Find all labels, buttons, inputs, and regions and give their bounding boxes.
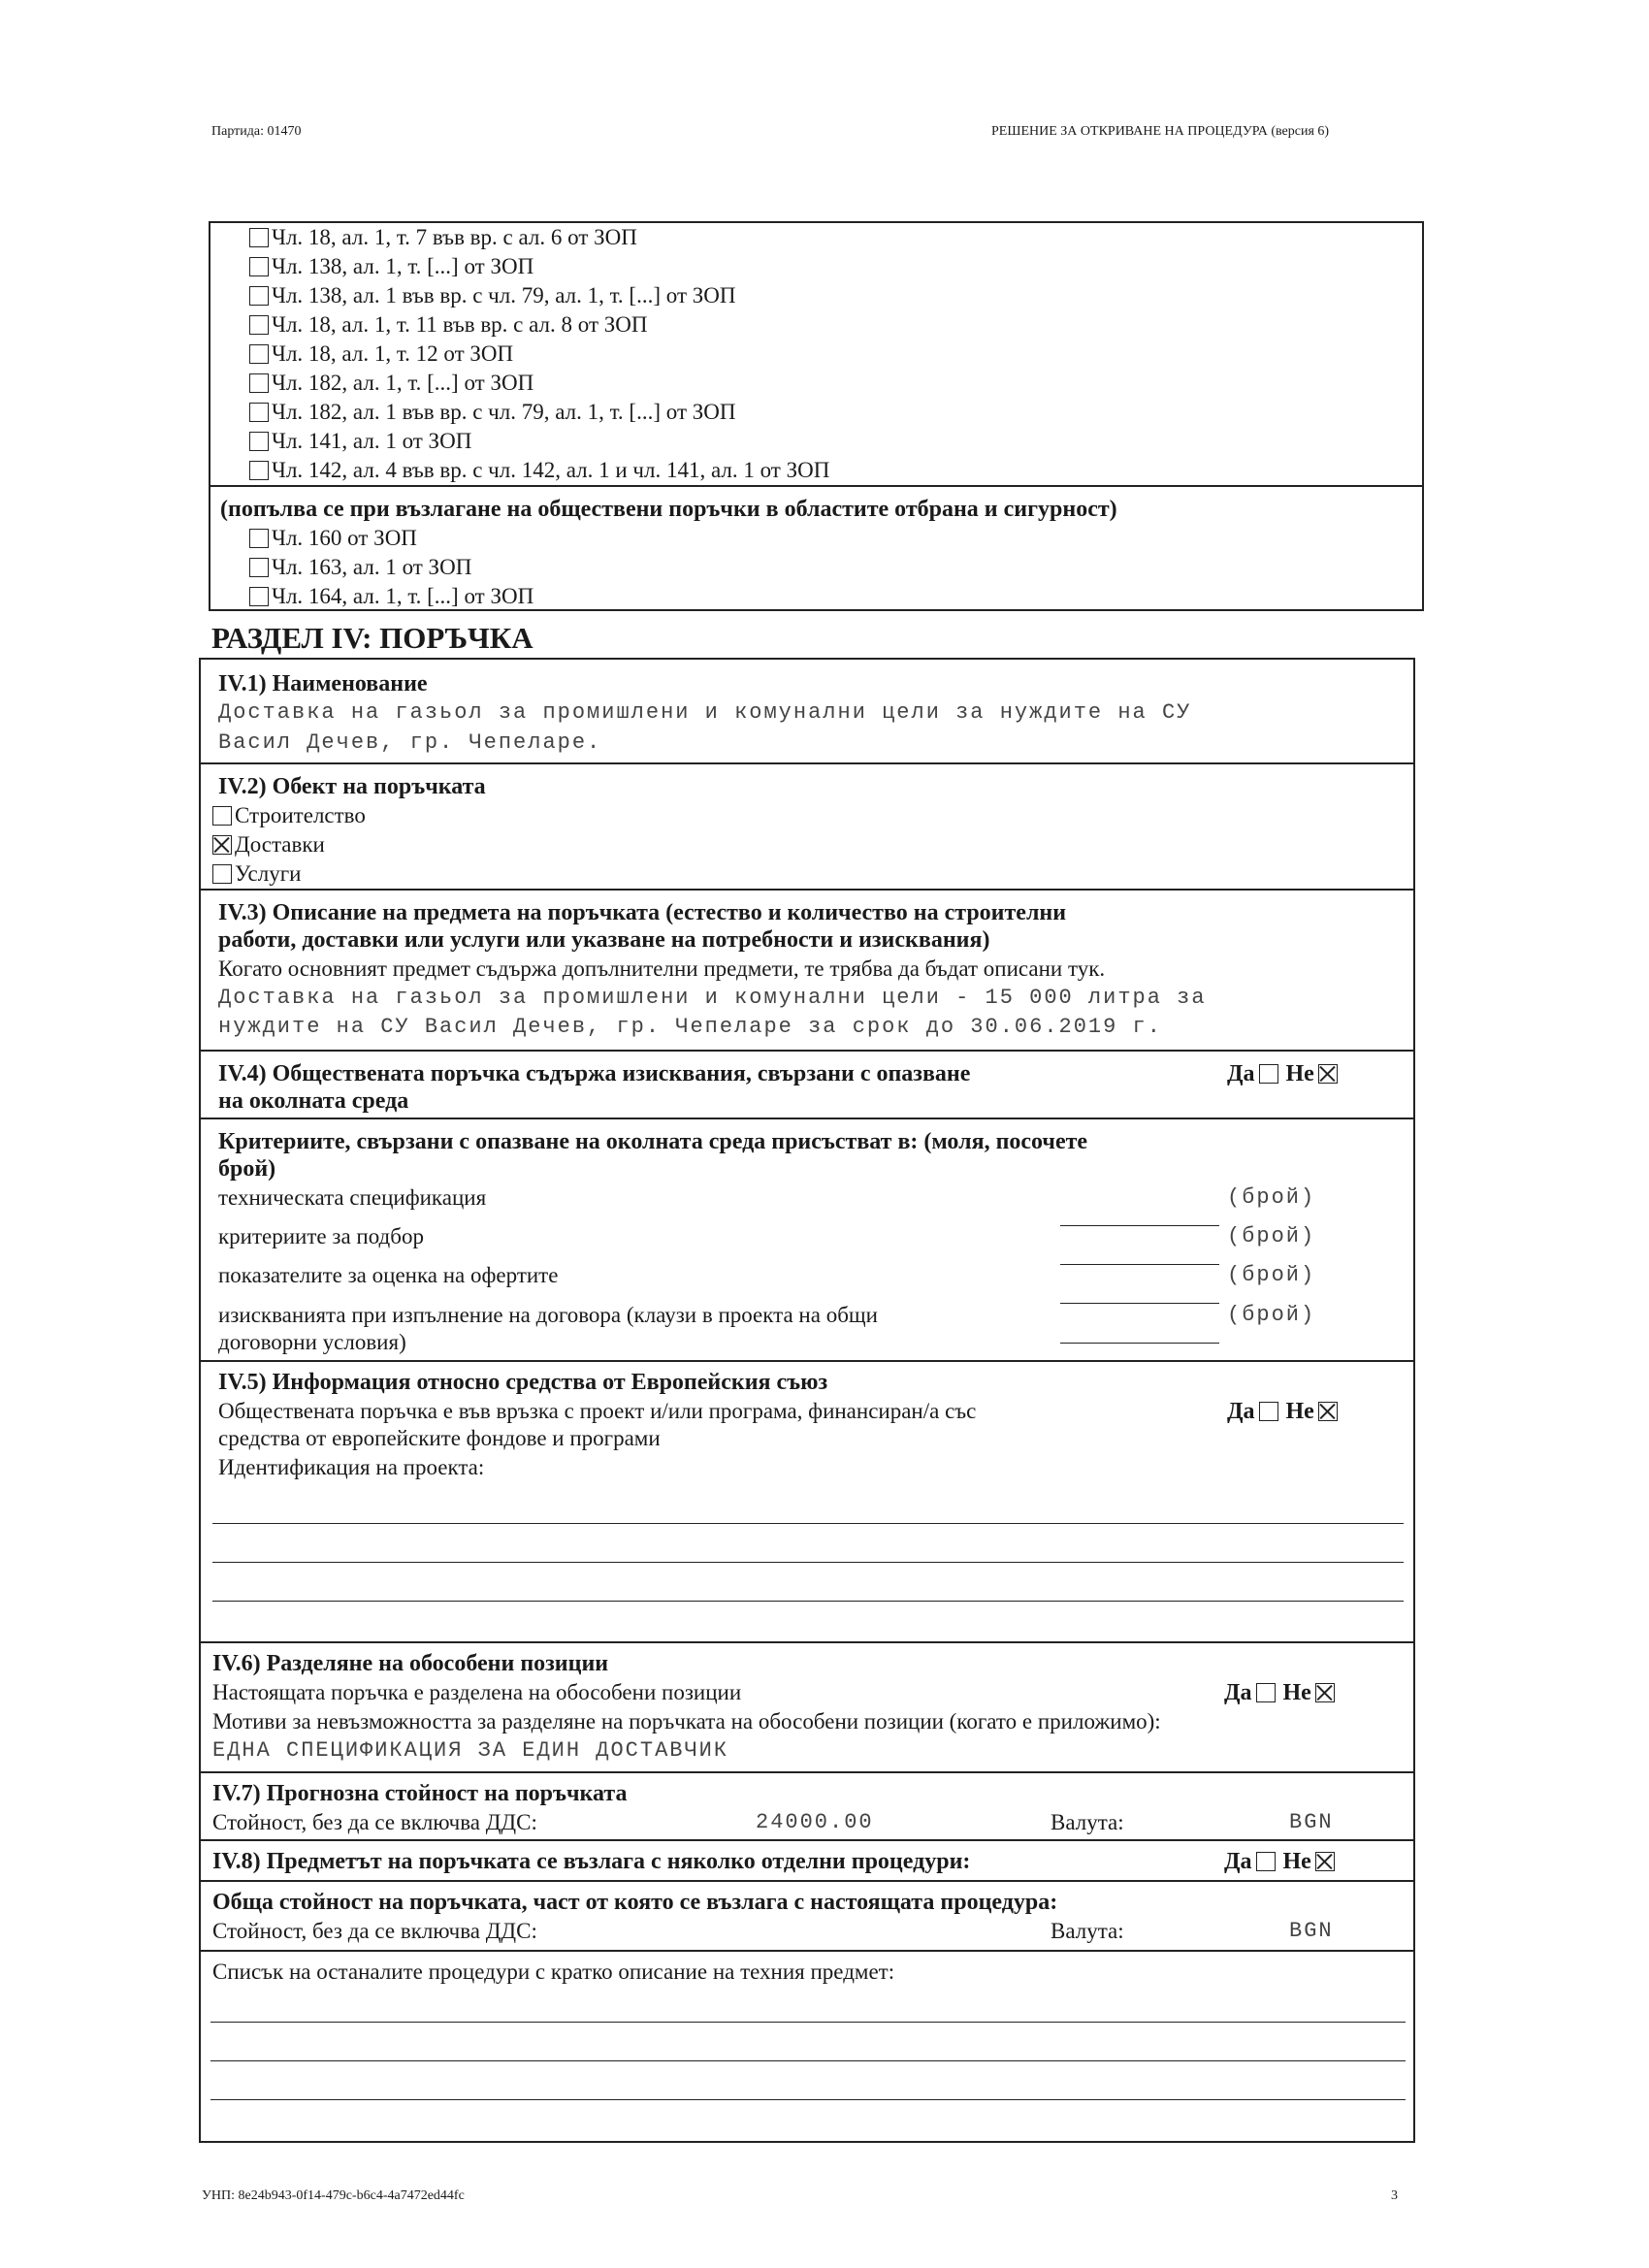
iv6-yes-no: Да Не xyxy=(1224,1680,1342,1706)
section-iv-box xyxy=(199,658,1415,2143)
unp-code: УНП: 8e24b943-0f14-479c-b6c4-4a7472ed44fc xyxy=(202,2188,465,2203)
criteria-item: техническата спецификация xyxy=(218,1185,487,1210)
iv5-heading: IV.5) Информация относно средства от Европейския съюз xyxy=(218,1370,828,1395)
iv2-heading: IV.2) Обект на поръчката xyxy=(218,774,486,799)
checkbox-icon[interactable] xyxy=(1256,1683,1276,1702)
defense-heading: (попълва се при възлагане на обществени поръчки в областите отбрана и сигурност) xyxy=(220,497,1117,522)
procedures-list-line[interactable] xyxy=(210,2022,1406,2023)
checkbox-icon[interactable] xyxy=(1259,1402,1278,1421)
iv5-text-line2: средства от европейските фондове и програми xyxy=(218,1426,661,1450)
checkbox-icon[interactable] xyxy=(249,315,269,335)
iv8-currency: BGN xyxy=(1289,1919,1334,1943)
iv7-currency-label: Валута: xyxy=(1051,1810,1124,1834)
criteria-item: показателите за оценка на офертите xyxy=(218,1263,559,1287)
checked-checkbox-icon[interactable] xyxy=(1315,1683,1335,1702)
divider xyxy=(210,485,1422,487)
count-field[interactable] xyxy=(1060,1264,1219,1265)
checked-checkbox-icon[interactable] xyxy=(1318,1402,1338,1421)
iv6-motives-label: Мотиви за невъзможността за разделяне на поръчката на обособени позиции (когато е приложимо): xyxy=(212,1709,1161,1733)
checkbox-icon[interactable] xyxy=(249,373,269,393)
legal-option[interactable]: Чл. 142, ал. 4 във вр. с чл. 142, ал. 1 и чл. 141, ал. 1 от ЗОП xyxy=(249,456,829,485)
defense-option[interactable]: Чл. 163, ал. 1 от ЗОП xyxy=(249,553,534,582)
divider xyxy=(201,889,1413,891)
checkbox-icon[interactable] xyxy=(249,286,269,306)
checkbox-icon[interactable] xyxy=(212,864,232,884)
iv4-heading-line2: на околната среда xyxy=(218,1088,409,1114)
checkbox-icon[interactable] xyxy=(1259,1064,1278,1084)
checkbox-icon[interactable] xyxy=(249,461,269,480)
iv5-yes-no: Да Не xyxy=(1227,1399,1345,1425)
defense-options-list xyxy=(249,524,534,611)
object-option-construction[interactable]: Строителство xyxy=(212,801,366,830)
checkbox-icon[interactable] xyxy=(249,432,269,451)
checkbox-icon[interactable] xyxy=(249,228,269,247)
checkbox-icon[interactable] xyxy=(249,403,269,422)
legal-option[interactable]: Чл. 182, ал. 1 във вр. с чл. 79, ал. 1, т. [...] от ЗОП xyxy=(249,398,829,427)
iv6-text: Настоящата поръчка е разделена на обособени позиции xyxy=(212,1680,742,1704)
checkbox-icon[interactable] xyxy=(249,529,269,548)
legal-option[interactable]: Чл. 18, ал. 1, т. 11 във вр. с ал. 8 от ЗОП xyxy=(249,310,829,340)
checkbox-icon[interactable] xyxy=(249,558,269,577)
checked-checkbox-icon[interactable] xyxy=(1318,1064,1338,1084)
checked-checkbox-icon[interactable] xyxy=(1315,1852,1335,1871)
criteria-heading-line2: брой) xyxy=(218,1156,276,1182)
page-number: 3 xyxy=(1391,2188,1398,2203)
legal-option[interactable]: Чл. 182, ал. 1, т. [...] от ЗОП xyxy=(249,369,829,398)
legal-option[interactable]: Чл. 18, ал. 1, т. 7 във вр. с ал. 6 от ЗОП xyxy=(249,223,829,252)
checkbox-icon[interactable] xyxy=(1256,1852,1276,1871)
checkbox-icon[interactable] xyxy=(249,344,269,364)
iv3-heading-line1: IV.3) Описание на предмета на поръчката (естество и количество на строителни xyxy=(218,900,1067,925)
document-title: РЕШЕНИЕ ЗА ОТКРИВАНЕ НА ПРОЦЕДУРА (версия 6) xyxy=(991,124,1330,139)
divider xyxy=(201,1880,1413,1882)
legal-option[interactable]: Чл. 141, ал. 1 от ЗОП xyxy=(249,427,829,456)
criteria-heading-line1: Критериите, свързани с опазване на околната среда присъстват в: (моля, посочете xyxy=(218,1129,1088,1154)
section-title: РАЗДЕЛ IV: ПОРЪЧКА xyxy=(211,621,534,655)
divider xyxy=(201,762,1413,764)
count-field[interactable] xyxy=(1060,1343,1219,1344)
iv3-value-line2: нуждите на СУ Васил Дечев, гр. Чепеларе за срок до 30.06.2019 г. xyxy=(218,1015,1162,1039)
iv1-value-line2: Васил Дечев, гр. Чепеларе. xyxy=(218,730,602,755)
defense-option[interactable]: Чл. 164, ал. 1, т. [...] от ЗОП xyxy=(249,582,534,611)
checked-checkbox-icon[interactable] xyxy=(212,835,232,855)
iv8-value-label: Стойност, без да се включва ДДС: xyxy=(212,1919,537,1943)
iv8-total-heading: Обща стойност на поръчката, част от която се възлага с настоящата процедура: xyxy=(212,1890,1058,1915)
iv5-text-line1: Обществената поръчка е във връзка с проект и/или програма, финансиран/а със xyxy=(218,1399,977,1423)
project-id-line[interactable] xyxy=(212,1601,1404,1602)
iv6-motives-value: ЕДНА СПЕЦИФИКАЦИЯ ЗА ЕДИН ДОСТАВЧИК xyxy=(212,1738,729,1763)
count-unit: (брой) xyxy=(1227,1185,1316,1210)
iv3-value-line1: Доставка на газьол за промишлени и комунални цели - 15 000 литра за xyxy=(218,986,1207,1010)
iv8-yes-no: Да Не xyxy=(1224,1849,1342,1875)
iv1-heading: IV.1) Наименование xyxy=(218,671,428,697)
legal-option[interactable]: Чл. 18, ал. 1, т. 12 от ЗОП xyxy=(249,340,829,369)
iv2-options xyxy=(212,801,366,889)
count-unit: (брой) xyxy=(1227,1263,1316,1287)
iv7-value-label: Стойност, без да се включва ДДС: xyxy=(212,1810,537,1834)
iv6-heading: IV.6) Разделяне на обособени позиции xyxy=(212,1651,609,1676)
divider xyxy=(201,1360,1413,1362)
divider xyxy=(201,1641,1413,1643)
legal-basis-box xyxy=(209,221,1424,611)
count-field[interactable] xyxy=(1060,1225,1219,1226)
iv4-heading-line1: IV.4) Обществената поръчка съдържа изисквания, свързани с опазване xyxy=(218,1061,971,1086)
checkbox-icon[interactable] xyxy=(249,587,269,606)
count-field[interactable] xyxy=(1060,1303,1219,1304)
iv7-currency: BGN xyxy=(1289,1810,1334,1834)
project-id-line[interactable] xyxy=(212,1523,1404,1524)
iv4-yes-no: Да Не xyxy=(1227,1061,1345,1087)
checkbox-icon[interactable] xyxy=(212,806,232,826)
project-id-line[interactable] xyxy=(212,1562,1404,1563)
object-option-supplies[interactable]: Доставки xyxy=(212,830,366,859)
iv7-value: 24000.00 xyxy=(756,1810,874,1834)
iv8-heading: IV.8) Предметът на поръчката се възлага с няколко отделни процедури: xyxy=(212,1849,971,1874)
procedures-list-line[interactable] xyxy=(210,2060,1406,2061)
party-number: Партида: 01470 xyxy=(211,124,302,139)
iv7-heading: IV.7) Прогнозна стойност на поръчката xyxy=(212,1781,628,1806)
procedures-list-line[interactable] xyxy=(210,2099,1406,2100)
iv3-heading-line2: работи, доставки или услуги или указване на потребности и изисквания) xyxy=(218,927,990,953)
legal-options-list xyxy=(249,223,829,485)
legal-option[interactable]: Чл. 138, ал. 1 във вр. с чл. 79, ал. 1, т. [...] от ЗОП xyxy=(249,281,829,310)
iv5-project-id-label: Идентификация на проекта: xyxy=(218,1455,485,1479)
divider xyxy=(201,1771,1413,1773)
divider xyxy=(201,1050,1413,1052)
count-unit: (брой) xyxy=(1227,1224,1316,1248)
divider xyxy=(201,1839,1413,1841)
criteria-item: критериите за подбор xyxy=(218,1224,424,1248)
divider xyxy=(201,1118,1413,1119)
iv8-list-label: Списък на останалите процедури с кратко описание на техния предмет: xyxy=(212,1960,895,1984)
iv1-value-line1: Доставка на газьол за промишлени и комунални цели за нуждите на СУ xyxy=(218,700,1192,725)
defense-option[interactable]: Чл. 160 от ЗОП xyxy=(249,524,534,553)
checkbox-icon[interactable] xyxy=(249,257,269,276)
criteria-item: изискванията при изпълнение на договора (клаузи в проекта на общи xyxy=(218,1303,878,1327)
iv3-note: Когато основният предмет съдържа допълнителни предмети, те трябва да бъдат описани тук. xyxy=(218,956,1106,981)
iv8-currency-label: Валута: xyxy=(1051,1919,1124,1943)
object-option-services[interactable]: Услуги xyxy=(212,859,366,889)
legal-option[interactable]: Чл. 138, ал. 1, т. [...] от ЗОП xyxy=(249,252,829,281)
criteria-item-continued: договорни условия) xyxy=(218,1330,406,1354)
count-unit: (брой) xyxy=(1227,1303,1316,1327)
divider xyxy=(201,1950,1413,1952)
